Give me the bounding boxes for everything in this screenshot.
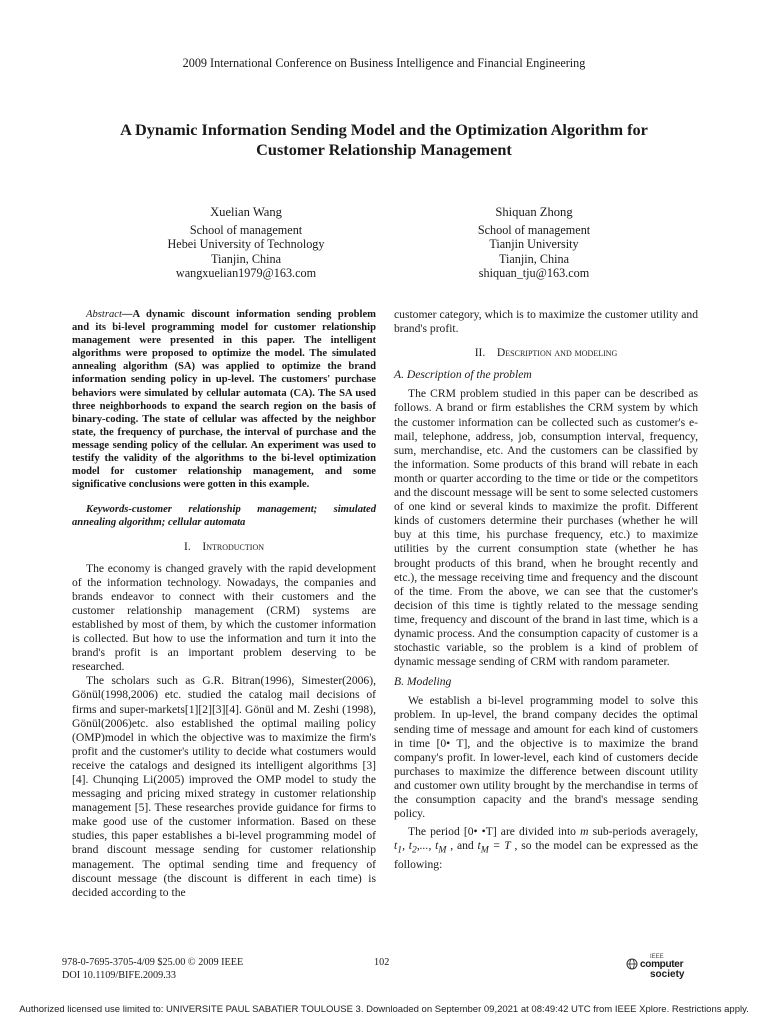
math-m: m xyxy=(580,825,589,839)
author-city: Tianjin, China xyxy=(499,251,569,266)
section-title: Description and modeling xyxy=(496,346,618,360)
author-dept: School of management xyxy=(477,222,591,237)
author-block-2 xyxy=(404,205,664,281)
left-column xyxy=(72,308,376,900)
footer-publication-info xyxy=(62,956,243,982)
author-dept: School of management xyxy=(189,222,303,237)
author-univ: Hebei University of Technology xyxy=(167,237,325,252)
section-number: II. xyxy=(474,346,486,360)
abstract-label: Abstract xyxy=(86,309,122,320)
title-line-2: Customer Relationship Management xyxy=(256,140,512,159)
period-text-3: , and xyxy=(446,839,478,853)
footer-doi[interactable]: DOI 10.1109/BIFE.2009.33 xyxy=(62,970,176,981)
continued-paragraph: customer category, which is to maximize the customer utility and brand's profit. xyxy=(394,308,698,336)
math-t-sequence: $t_1$, $t_2$,..., $t_M$ xyxy=(394,839,447,856)
author-email[interactable]: wangxuelian1979@163.com xyxy=(175,266,317,281)
page-number: 102 xyxy=(374,957,390,968)
subsection-a-heading: A. Description of the problem xyxy=(394,368,532,382)
logo-computer-text: computer xyxy=(640,959,684,970)
footer-isbn: 978-0-7695-3705-4/09 $25.00 © 2009 IEEE xyxy=(62,957,244,968)
intro-paragraph-2: The scholars such as G.R. Bitran(1996), Simester(2006), Gönül(1998,2006) etc. studied the catalog mail decisions of firms and super-markets[1][2][3][4]. Gönül and M. Zeshi (1998), Gönül(2006)etc. also established the optimal mailing policy (OMP)model in which the objective was to maximize the firm's profit and the customer's utility to decide what costumers would receive the catalogs and designed its intelligent algorithms [3][4]. Chunqing Li(2005) improved the OMP model to study the messaging and pricing mixed strategy in customer relationship management [5]. These researches provide guidance for firms to make good use of the customer information. Based on these studies, this paper establishes a bi-level programming model of brand discount message sending for customer relationship management. The optimal sending time and frequency of discount message (the discount is different in each time) is decided according to the xyxy=(72,674,376,899)
author-city: Tianjin, China xyxy=(211,251,281,266)
title-line-1: A Dynamic Information Sending Model and the Optimization Algorithm for xyxy=(120,120,648,139)
subsection-b-heading: B. Modeling xyxy=(394,675,452,689)
globe-icon xyxy=(626,958,638,970)
abstract-text: —A dynamic discount information sending problem and its bi-level programming model for customer relationship management were presented in this paper. The intelligent algorithms were proposed to optimize the model. The simulated annealing algorithm (SA) was applied to optimize the brand information sending policy in up-level. The customers' purchase behaviors were simulated by cellular automata (CA). The SA used three neighborhoods to expand the search region on the basis of binary-coding. The state of cellular was affected by the neighbor state, the frequency of purchase, the interval of purchase and the message sending policy of the cellular. An experiment was used to testify the validity of the algorithms to the bi-level optimization model for customer relationship management, and some significative conclusions were gotten in this example. xyxy=(72,309,376,491)
license-notice: Authorized licensed use limited to: UNIVERSITE PAUL SABATIER TOULOUSE 3. Downloaded on September 09,2021 at 08:49:42 UTC from IEEE Xplore. Restrictions apply. xyxy=(19,1004,749,1015)
author-block-1 xyxy=(116,205,376,281)
conference-header: 2009 International Conference on Business Intelligence and Financial Engineering xyxy=(182,56,586,70)
problem-description-paragraph: The CRM problem studied in this paper can be described as follows. A brand or firm establishes the CRM system by which the customer information can be collected such as customer's e-mail, telephone, address, job, consumption interval, frequency, sum, merchandise, etc. And the customers can be classified by the information. Some products of this brand will rebate in each month or quarter according to the time or tide or the competitors and the discount message will be sent to some selected customers of one kind or several kinds to maximize the profit. Different kinds of customers determine their purchases (whether he will buy at this time, his purchase frequency, etc.) to maximize utilities by the current consumption state (whether he has brought products of this brand, when he brought recently and etc.), the message receiving time and frequency and the discount of the time. From the above, we can see that the customer's decision of this time is tightly related to the message sending time, frequency and discount of the brand in last time, which is a dynamic process. And the consumption capacity of customer is a stochastic variable, so the problem is a kind of problem of dynamic message sending of CRM with random parameter. xyxy=(394,387,698,669)
paper-title xyxy=(60,120,708,160)
intro-paragraph-1: The economy is changed gravely with the rapid development of the information technology. Nowadays, the companies and brands endeavor to connect with their customers and the customer relationship management (CRM) systems are established by most of them, by which the customer information is collected. But how to use the information and turn it into the brand's profit is an important problem deserving to be researched. xyxy=(72,561,376,674)
period-text-2: sub-periods averagely, xyxy=(588,825,698,839)
period-text-4: , so the model can be expressed as the following: xyxy=(394,839,698,871)
section-heading-1 xyxy=(72,540,376,554)
section-title: Introduction xyxy=(202,539,264,553)
author-name: Shiquan Zhong xyxy=(495,205,573,219)
section-heading-2 xyxy=(394,346,698,360)
author-univ: Tianjin University xyxy=(489,237,579,252)
author-name: Xuelian Wang xyxy=(210,205,282,219)
modeling-paragraph: We establish a bi-level programming model to solve this problem. In up-level, the brand company decides the optimal sending time of message and amount for each kind of customers in time [0• T], and the objective is to maximize the brand company's profit. In lower-level, each kind of customers decide purchases to maximize the difference between discount utility and customer own utility brought by the merchandise in terms of the consumption capacity and the brand's message sending policy. xyxy=(394,694,698,821)
period-text-1: The period [0• •T] are divided into xyxy=(408,825,581,839)
logo-society-text: society xyxy=(650,969,685,980)
period-paragraph xyxy=(394,825,698,872)
right-column xyxy=(394,308,698,872)
section-number: I. xyxy=(184,539,191,553)
abstract xyxy=(72,308,376,491)
keywords: Keywords-customer relationship management; simulated annealing algorithm; cellular automata xyxy=(72,504,376,529)
author-email[interactable]: shiquan_tju@163.com xyxy=(478,266,590,281)
computer-society-logo xyxy=(626,954,706,980)
math-t-equals: $t_M = T$ xyxy=(477,839,511,856)
logo-ieee-text: IEEE xyxy=(650,954,664,960)
